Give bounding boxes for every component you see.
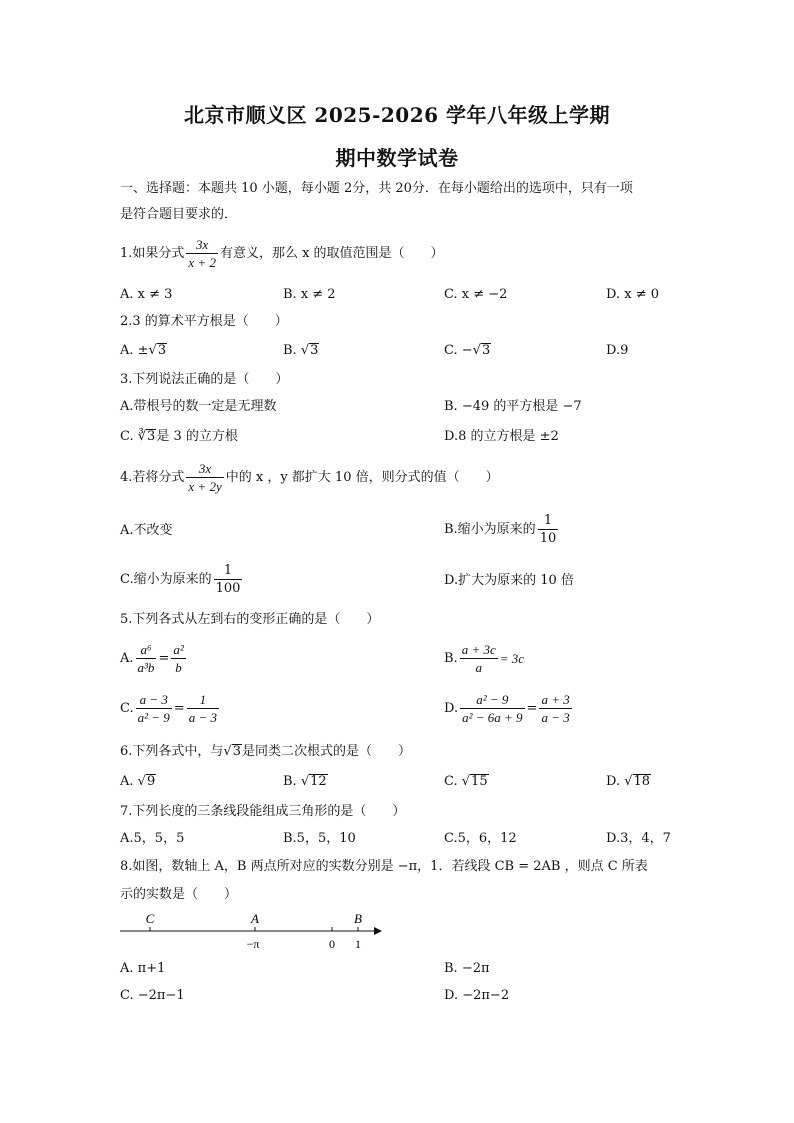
q3-option-a: A.带根号的数一定是无理数 [120, 399, 277, 414]
q6-option-c: C. √15 [444, 774, 488, 789]
point-label-a: A [251, 911, 259, 926]
q7-option-c: C.5，6，12 [444, 831, 517, 846]
q2-option-a: A. ±√3 [120, 343, 167, 358]
q4-text-pre: 4.若将分式 [120, 469, 185, 485]
q2-b-prefix: B. [283, 343, 301, 358]
page-title: 北京市顺义区 2025-2026 学年八年级上学期 [183, 103, 611, 127]
q5-a-left-denominator: a³b [137, 660, 155, 675]
q1-option-d: D. x ≠ 0 [606, 287, 659, 302]
value-label-one: 1 [355, 937, 361, 951]
q5-b-label: B. [444, 650, 458, 666]
q6-b-prefix: B. [283, 774, 301, 789]
point-label-b: B [354, 911, 362, 926]
q5-b-denominator: a [475, 660, 482, 675]
point-label-c: C [145, 911, 155, 926]
q5-a-right-numerator: a² [173, 642, 184, 657]
q4-b-fraction [538, 512, 559, 547]
q5-c-left-fraction [136, 691, 172, 726]
q5-c-right-denominator: a − 3 [188, 710, 217, 725]
q5-a-label: A. [120, 650, 134, 666]
q2-option-d: D.9 [606, 343, 629, 358]
q1-option-c: C. x ≠ −2 [444, 287, 508, 302]
value-label-zero: 0 [329, 937, 335, 951]
q6-a-radicand: 9 [146, 774, 156, 789]
section-intro-line1: 一、选择题：本题共 10 小题，每小题 2分，共 20分．在每小题给出的选项中，只有一项 [120, 181, 633, 196]
q3-c-radicand: 3 [147, 429, 156, 444]
q4-c-denominator: 100 [215, 581, 241, 596]
q5-a-left-fraction [136, 641, 157, 676]
q2-c-radicand: 3 [481, 343, 491, 358]
arrow-right-icon [374, 927, 382, 935]
q4-b-prefix: B.缩小为原来的 [444, 521, 536, 537]
number-line-figure [112, 908, 392, 954]
q4-c-numerator: 1 [214, 562, 243, 580]
q3-option-c [120, 428, 238, 446]
q5-d-right-denominator: a − 3 [541, 710, 570, 725]
q5-d-left-numerator: a² − 9 [460, 691, 524, 709]
question-5-stem: 5.下列各式从左到右的变形正确的是（ ） [120, 612, 380, 627]
q8-option-d: D. −2π−2 [444, 988, 510, 1003]
q6-d-prefix: D. [606, 774, 625, 789]
q6-option-a: A. √9 [120, 774, 156, 789]
q4-option-b [444, 512, 560, 547]
q1-numerator: 3x [186, 236, 218, 254]
q4-numerator: 3x [186, 460, 223, 478]
q7-option-d: D.3，4，7 [606, 831, 671, 846]
q4-c-prefix: C.缩小为原来的 [120, 571, 212, 587]
q5-a-right-denominator: b [175, 660, 182, 675]
q6-a-prefix: A. [120, 774, 138, 789]
q6-text-post: 是同类二次根式的是（ ） [241, 744, 411, 759]
q5-d-right-fraction [539, 691, 571, 726]
question-1-stem [120, 236, 444, 271]
value-label-neg-pi: −π [246, 937, 260, 951]
question-7-stem: 7.下列长度的三条线段能组成三角形的是（ ） [120, 804, 406, 819]
q2-option-c: C. −√3 [444, 343, 491, 358]
q2-a-prefix: A. ± [120, 343, 149, 358]
q4-fraction [186, 460, 223, 495]
q6-b-radicand: 12 [310, 774, 327, 789]
q6-c-prefix: C. [444, 774, 462, 789]
q5-a-left-numerator: a⁶ [136, 641, 157, 659]
q5-c-left-denominator: a² − 9 [137, 710, 170, 725]
q6-option-d: D. √18 [606, 774, 651, 789]
q3-c-suffix: 是 3 的立方根 [156, 429, 238, 444]
question-6-stem: 6.下列各式中，与√3是同类二次根式的是（ ） [120, 744, 411, 759]
q1-text-post: 有意义，那么 x 的取值范围是（ ） [219, 245, 444, 261]
q7-option-b: B.5，5，10 [283, 831, 356, 846]
q3-option-d: D.8 的立方根是 ±2 [444, 429, 559, 444]
q5-option-c [120, 691, 221, 726]
q5-c-right-numerator: 1 [187, 691, 219, 709]
q2-option-b: B. √3 [283, 343, 319, 358]
q5-c-right-fraction [187, 691, 219, 726]
q5-d-equals: = [526, 700, 538, 716]
q4-text-post: 中的 x ，y 都扩大 10 倍，则分式的值（ ） [225, 469, 499, 485]
q2-c-prefix: C. − [444, 343, 473, 358]
question-2-stem: 2.3 的算术平方根是（ ） [120, 314, 288, 329]
q5-option-b [444, 641, 524, 676]
q8-option-b: B. −2π [444, 961, 490, 976]
q4-option-d: D.扩大为原来的 10 倍 [444, 573, 574, 588]
q5-option-d [444, 691, 574, 726]
question-8-stem-line2: 示的实数是（ ） [120, 887, 238, 902]
q2-b-radicand: 3 [310, 343, 319, 358]
q8-option-c: C. −2π−1 [120, 988, 185, 1003]
q1-fraction [186, 236, 218, 271]
q4-b-denominator: 10 [539, 531, 557, 546]
q5-a-right-fraction [171, 641, 185, 676]
q4-option-a: A.不改变 [120, 523, 173, 538]
q5-d-left-fraction [460, 691, 524, 726]
q6-d-radicand: 18 [633, 774, 651, 789]
q5-b-rhs: = 3c [499, 650, 525, 666]
q4-option-c [120, 562, 244, 597]
q4-c-fraction [214, 562, 243, 597]
q2-a-radicand: 3 [157, 343, 167, 358]
q8-option-a: A. π+1 [120, 961, 166, 976]
q1-option-b: B. x ≠ 2 [283, 287, 336, 302]
question-4-stem [120, 460, 499, 495]
q6-c-radicand: 15 [471, 774, 488, 789]
q5-d-left-denominator: a² − 6a + 9 [462, 710, 523, 725]
q5-a-equals: = [158, 650, 170, 666]
q7-option-a: A.5，5，5 [120, 831, 185, 846]
q4-b-numerator: 1 [538, 512, 559, 530]
q1-denominator: x + 2 [188, 255, 216, 270]
page-subtitle: 期中数学试卷 [335, 146, 459, 170]
q6-radicand: 3 [232, 744, 241, 759]
q1-text-pre: 1.如果分式 [120, 245, 185, 261]
q3-c-prefix: C. ∛ [120, 429, 147, 444]
q3-option-b: B. −49 的平方根是 −7 [444, 399, 582, 414]
q5-c-equals: = [173, 700, 185, 716]
q5-d-label: D. [444, 700, 459, 716]
q5-b-numerator: a + 3c [461, 642, 496, 657]
q5-option-a [120, 641, 188, 676]
q1-option-a: A. x ≠ 3 [120, 287, 173, 302]
question-3-stem: 3.下列说法正确的是（ ） [120, 372, 289, 387]
q5-c-left-numerator: a − 3 [136, 691, 172, 709]
question-8-stem-line1: 8.如图，数轴上 A，B 两点所对应的实数分别是 −π，1．若线段 CB = 2AB ，则点 C 所表 [120, 859, 648, 874]
section-intro-line2: 是符合题目要求的． [120, 207, 238, 222]
q5-c-label: C. [120, 700, 134, 716]
q5-b-fraction [460, 641, 498, 676]
q6-text-pre: 6.下列各式中，与 [120, 744, 224, 759]
q4-denominator: x + 2y [188, 479, 222, 494]
q6-option-b: B. √12 [283, 774, 327, 789]
q5-d-right-numerator: a + 3 [541, 692, 570, 707]
